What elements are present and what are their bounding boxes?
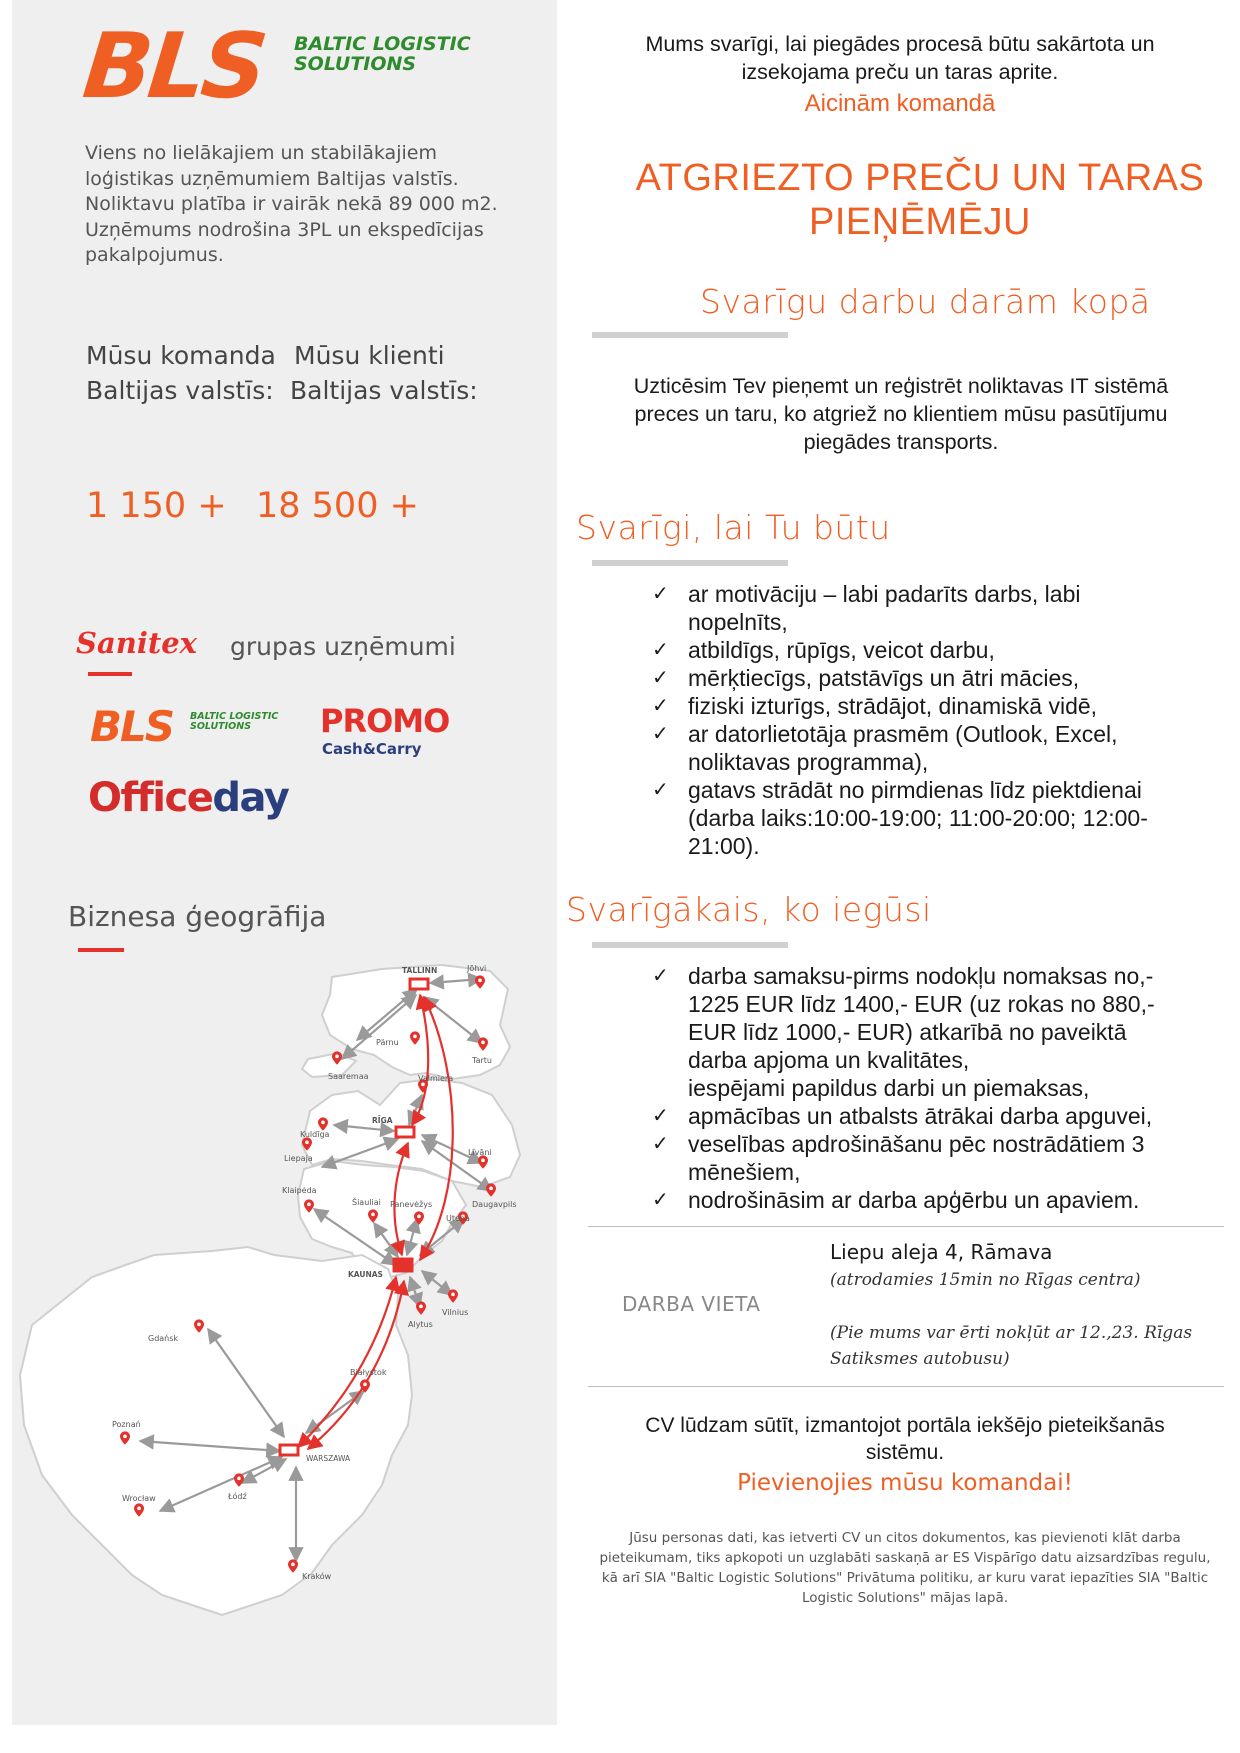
- bls-logo-subtitle: BALTIC LOGISTIC SOLUTIONS: [294, 33, 471, 75]
- label-klaipeda: Klaipėda: [282, 1186, 317, 1195]
- list-item: ✓ apmācības un atbalsts ātrākai darba apguvei,: [652, 1103, 1153, 1129]
- pin-vilnius: [448, 1289, 458, 1302]
- label-riga: RĪGA: [372, 1116, 393, 1125]
- bls-small-subtitle: BALTIC LOGISTIC SOLUTIONS: [190, 711, 279, 732]
- pin-alytus: [416, 1301, 426, 1314]
- check-icon: ✓: [652, 1189, 669, 1211]
- pin-daugavpils: [486, 1183, 496, 1196]
- label-liepaja: Liepaja: [284, 1154, 313, 1163]
- check-icon: ✓: [652, 695, 669, 717]
- check-icon: ✓: [652, 667, 669, 689]
- clients-label: Mūsu klienti Baltijas valstīs:: [290, 341, 478, 405]
- label-johvi: Jõhvi: [467, 964, 487, 973]
- poland-shape: [20, 1247, 412, 1615]
- bls-logo: [78, 14, 269, 119]
- section-heading-benefits: Svarīgākais, ko iegūsi: [566, 890, 932, 929]
- clients-count: 18 500 +: [256, 486, 419, 526]
- geography-underline: [78, 948, 124, 952]
- cv-instructions: CV lūdzam sūtīt, izmantojot portāla iekšējo pieteikšanās sistēmu.: [645, 1414, 1165, 1464]
- section-rule-2: [592, 560, 788, 566]
- requirements-list: [652, 580, 1192, 860]
- list-item: ✓ nodrošināsim ar darba apģērbu un apaviem.: [652, 1187, 1140, 1213]
- team-count: 1 150 +: [86, 486, 227, 526]
- job-description: Uzticēsim Tev pieņemt un reģistrēt noliktavas IT sistēmā preces un taru, ko atgriež no klientiem mūsu pasūtījumu piegādes transports.: [633, 374, 1169, 454]
- workplace-label: DARBA VIETA: [622, 1292, 761, 1316]
- sanitex-logo: Sanitex: [76, 626, 197, 660]
- workplace-address: Liepu aleja 4, Rāmava: [830, 1240, 1053, 1264]
- list-item: ✓ fiziski izturīgs, strādājot, dinamiskā vidē,: [652, 693, 1098, 719]
- invite-text: Aicinām komandā: [804, 90, 996, 117]
- label-valmiera: Valmiera: [418, 1074, 454, 1083]
- officeday-logo: Officeday: [88, 775, 289, 821]
- list-item: ✓ mērķtiecīgs, patstāvīgs un ātri mācies,: [652, 665, 1080, 691]
- check-icon: ✓: [652, 1105, 669, 1127]
- label-utena: Utena: [446, 1214, 470, 1223]
- label-siauliai: Šiauliai: [352, 1198, 381, 1207]
- label-kaunas: KAUNAS: [348, 1270, 383, 1279]
- check-icon: ✓: [652, 965, 669, 987]
- section-rule-1: [592, 332, 788, 338]
- check-icon: ✓: [652, 639, 669, 661]
- label-poznan: Poznań: [112, 1420, 141, 1429]
- label-lodz: Łódź: [228, 1492, 247, 1501]
- label-warszawa: WARSZAWA: [306, 1454, 351, 1463]
- label-alytus: Alytus: [408, 1320, 433, 1329]
- section-rule-3: [592, 942, 788, 948]
- label-livani: Līvāni: [468, 1148, 492, 1157]
- list-item: ✓ ar motivāciju – labi padarīts darbs, labi nopelnīts,: [652, 581, 1081, 635]
- promo-subtitle: Cash&Carry: [322, 740, 422, 758]
- job-title: ATGRIEZTO PREČU UN TARAS PIEŅĒMĒJU: [635, 157, 1205, 243]
- workplace-address-note: (atrodamies 15min no Rīgas centra): [830, 1270, 1141, 1290]
- benefits-list: [652, 962, 1224, 1214]
- list-item: ✓ gatavs strādāt no pirmdienas līdz piektdienai (darba laiks:10:00-19:00; 11:00-20:00; 12:00- 21:00).: [652, 777, 1148, 859]
- company-intro: Viens no lielākajiem un stabilākajiem loģistikas uzņēmumiem Baltijas valstīs. Noliktavu platība ir vairāk nekā 89 000 m2. Uzņēmums nodrošina 3PL un ekspedīcijas pakalpojumus.: [85, 142, 498, 266]
- list-item: ✓ veselības apdrošināšanu pēc nostrādātiem 3 mēnešiem,: [652, 1131, 1145, 1185]
- label-gdansk: Gdańsk: [148, 1334, 179, 1343]
- label-wroclaw: Wrocław: [122, 1494, 156, 1503]
- hub-warszawa: [280, 1445, 298, 1455]
- label-tallinn: TALLINN: [402, 966, 438, 975]
- label-panevezys: Panevėžys: [390, 1200, 433, 1209]
- hub-riga: [396, 1127, 414, 1137]
- divider-top: [588, 1226, 1224, 1227]
- check-icon: ✓: [652, 779, 669, 801]
- label-parnu: Pärnu: [376, 1038, 399, 1047]
- bls-logo-mark: BLS: [78, 14, 269, 119]
- list-item: ✓ ar datorlietotāja prasmēm (Outlook, Excel, noliktavas programma),: [652, 721, 1118, 775]
- transport-note: (Pie mums var ērti nokļūt ar 12.,23. Rīgas Satiksmes autobusu): [830, 1323, 1193, 1369]
- label-saaremaa: Saaremaa: [328, 1072, 369, 1081]
- join-text: Pievienojies mūsu komandai!: [737, 1470, 1073, 1496]
- business-map: [12, 955, 557, 1655]
- label-kuldiga: Kuldīga: [300, 1130, 330, 1139]
- check-icon: ✓: [652, 723, 669, 745]
- list-item: ✓ darba samaksu-pirms nodokļu nomaksas no,- 1225 EUR līdz 1400,- EUR (uz rokas no 880,- EUR līdz 1000,- EUR) atkarībā no paveiktā darba apjoma un kvalitātes, iespējami papildus darbi un piemaksas,: [652, 963, 1155, 1101]
- intro-text: Mums svarīgi, lai piegādes procesā būtu sakārtota un izsekojama preču un taras aprite.: [645, 32, 1155, 84]
- hub-tallinn: [410, 979, 428, 989]
- promo-logo: PROMO: [320, 702, 450, 740]
- team-label: Mūsu komanda Baltijas valstīs:: [86, 341, 276, 405]
- section-heading-requirements: Svarīgi, lai Tu būtu: [576, 508, 891, 547]
- label-bialystok: Białystok: [350, 1368, 387, 1377]
- label-tartu: Tartu: [472, 1056, 492, 1065]
- hub-kaunas: [394, 1259, 412, 1271]
- geography-title: Biznesa ģeogrāfija: [68, 900, 327, 933]
- list-item: ✓ atbildīgs, rūpīgs, veicot darbu,: [652, 637, 995, 663]
- check-icon: ✓: [652, 583, 669, 605]
- label-daugavpils: Daugavpils: [472, 1200, 517, 1209]
- label-krakow: Kraków: [302, 1572, 332, 1581]
- divider-bottom: [588, 1386, 1224, 1387]
- section-heading-together: Svarīgu darbu darām kopā: [700, 282, 1151, 321]
- check-icon: ✓: [652, 1133, 669, 1155]
- privacy-notice: Jūsu personas dati, kas ietverti CV un citos dokumentos, kas pievienoti klāt darba pieteikumam, tiks apkopoti un uzglabāti saskaņā ar ES Vispārīgo datu aizsardzības regulu, kā arī SIA "Baltic Logistic Solutions" Privātuma politiku, ar kuru varat iepazīties SIA "Baltic Logistic Solutions" mājas lapā.: [599, 1530, 1211, 1606]
- sanitex-underline: [88, 672, 132, 676]
- label-vilnius: Vilnius: [442, 1308, 469, 1317]
- group-text: grupas uzņēmumi: [230, 632, 456, 661]
- bls-small-logo: BLS: [90, 702, 174, 751]
